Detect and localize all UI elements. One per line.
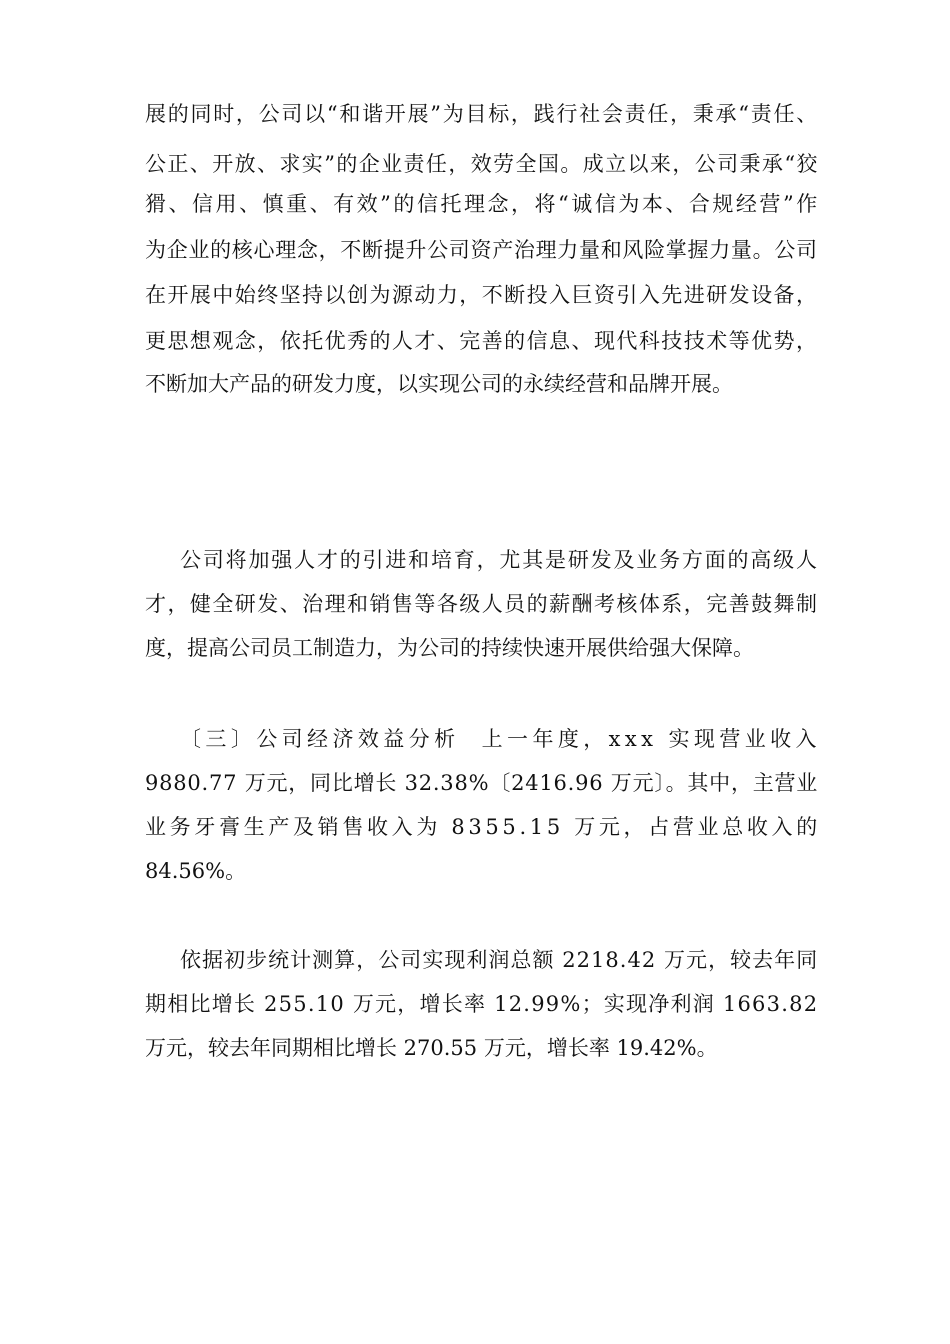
paragraph-line: 公司将加强人才的引进和培育，尤其是研发及业务方面的高级人	[180, 548, 819, 572]
paragraph-line: 更思想观念，依托优秀的人才、完善的信息、现代科技技术等优势，	[145, 329, 819, 353]
paragraph-line: 万元，较去年同期相比增长 270.55 万元，增长率 19.42%。	[145, 1036, 718, 1060]
paragraph-line: 在开展中始终坚持以创为源动力，不断投入巨资引入先进研发设备，	[145, 283, 819, 307]
paragraph-line: 9880.77 万元，同比增长 32.38%〔2416.96 万元〕。其中，主营业	[145, 771, 819, 795]
paragraph-line: 展的同时，公司以“和谐开展”为目标，践行社会责任，秉承“责任、	[145, 102, 819, 126]
paragraph-line: 猾、信用、慎重、有效”的信托理念，将“诚信为本、合规经营”作	[145, 192, 820, 216]
paragraph-line: 〔三〕公司经济效益分析 上一年度，xxx 实现营业收入	[180, 727, 821, 751]
paragraph-line: 公正、开放、求实”的企业责任，效劳全国。成立以来，公司秉承“狡	[145, 152, 819, 176]
paragraph-line: 为企业的核心理念，不断提升公司资产治理力量和风险掌握力量。公司	[145, 238, 818, 262]
paragraph-line: 业务牙膏生产及销售收入为 8355.15 万元，占营业总收入的	[145, 815, 821, 839]
paragraph-line: 期相比增长 255.10 万元，增长率 12.99%；实现净利润 1663.82	[145, 992, 819, 1016]
paragraph-line: 才，健全研发、治理和销售等各级人员的薪酬考核体系，完善鼓舞制	[145, 592, 819, 616]
paragraph-line: 度，提高公司员工制造力，为公司的持续快速开展供给强大保障。	[145, 636, 754, 660]
paragraph-line: 84.56%。	[145, 859, 247, 883]
paragraph-line: 依据初步统计测算，公司实现利润总额 2218.42 万元，较去年同	[180, 948, 819, 972]
paragraph-line: 不断加大产品的研发力度，以实现公司的永续经营和品牌开展。	[145, 372, 733, 396]
